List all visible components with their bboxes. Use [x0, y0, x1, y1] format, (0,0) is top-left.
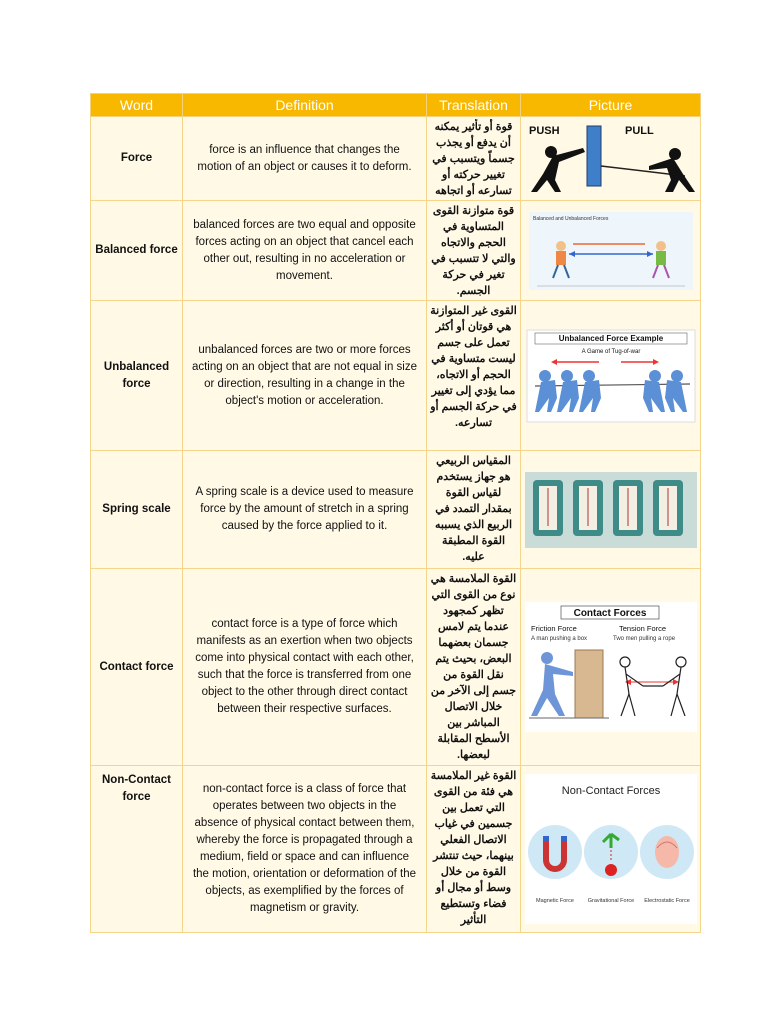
non-contact-forces-illustration	[525, 774, 697, 924]
translation-cell	[427, 451, 521, 569]
word-cell: Balanced force	[91, 201, 183, 301]
table-row	[91, 451, 701, 569]
electrostatic-force-label: Electrostatic Force	[643, 898, 690, 904]
definition-cell: force is an influence that changes the motion of an object or causes it to deform.	[183, 117, 427, 201]
tension-force-label: Tension Force	[618, 624, 666, 633]
pushing-person-icon	[531, 146, 585, 192]
balanced-picture-title: Balanced and Unbalanced Forces	[532, 215, 608, 222]
header-definition: Definition	[183, 94, 427, 117]
friction-force-label: Friction Force	[530, 624, 577, 633]
magnetic-force-label: Magnetic Force	[535, 898, 574, 904]
definition-cell: unbalanced forces are two or more forces acting on an object that are not equal in size or direction, resulting in a change in the object's motion or acceleration.	[183, 301, 427, 451]
gravitational-force-label: Gravitational Force	[587, 898, 634, 904]
header-translation: Translation	[427, 94, 521, 117]
translation-text: المقياس الربيعي هو جهاز يستخدم لقياس القوة بمقدار التمدد في الربيع الذي يسببه القوة المطبقة عليه.	[434, 455, 513, 563]
translation-cell	[427, 117, 521, 201]
translation-text: القوى غير المتوازنة هي قوتان أو أكثر تعمل على جسم ليست متساوية في الحجم أو الاتجاه، مما يؤدي إلى تغيير في حركة الجسم أو تسارعه.	[430, 305, 517, 429]
spring-scales-illustration	[525, 472, 697, 548]
table-row	[91, 766, 701, 933]
picture-cell	[521, 201, 701, 301]
translation-text: القوة الملامسة هي نوع من القوى التي تظهر كمجهود عندما يتم لامس جسمان بعضهما البعض، بحيث يتم نقل القوة من جسم إلى الآخر من خلال الاتصال المباشر بين الأسطح المقابلة لبعضها.	[430, 573, 517, 761]
contact-forces-illustration	[525, 602, 697, 732]
unbalanced-picture-title: Unbalanced Force Example	[558, 333, 663, 343]
picture-cell	[521, 569, 701, 766]
definition-cell: contact force is a type of force which manifests as an exertion when two objects come into physical contact with each other, such that the force is transferred from one object to the other through direct contact between their respective surfaces.	[183, 569, 427, 766]
contact-picture-title: Contact Forces	[573, 608, 646, 619]
translation-text: قوة أو تأثير يمكنه أن يدفع أو يجذب جسماً ويتسبب في تغيير حركته أو تسارعه أو اتجاهه	[432, 121, 515, 197]
push-label: PUSH	[528, 124, 560, 137]
word-cell: Spring scale	[91, 451, 183, 569]
non-contact-picture-title: Non-Contact Forces	[561, 785, 660, 797]
electrostatic-hand-icon	[655, 836, 679, 868]
definition-cell: non-contact force is a class of force that operates between two objects in the absence of physical contact between them, whereby the force is propagated through a medium, field or space and can influence the motion, orientation or deformation of the objects, as exemplified by the forces of magnetism or gravity.	[183, 766, 427, 933]
balanced-force-illustration	[525, 206, 697, 296]
picture-cell	[521, 451, 701, 569]
word-cell: Non-Contact force	[91, 766, 183, 933]
header-word: Word	[91, 94, 183, 117]
table-row	[91, 301, 701, 451]
translation-cell	[427, 201, 521, 301]
definition-cell: balanced forces are two equal and opposite forces acting on an object that cancel each other out, resulting in no acceleration or movement.	[183, 201, 427, 301]
table-row	[91, 117, 701, 201]
vocabulary-table	[90, 93, 701, 933]
word-cell: Contact force	[91, 569, 183, 766]
translation-cell	[427, 766, 521, 933]
push-pull-illustration	[525, 122, 697, 196]
translation-text: القوة غير الملامسة هي فئة من القوى التي تعمل بين جسمين في غياب الاتصال الفعلي بينهما، حيث تنتشر القوة من خلال وسط أو مجال أو فضاء وتستطيع التأثير	[430, 770, 517, 926]
header-row	[91, 94, 701, 117]
box-icon	[575, 650, 603, 718]
header-picture: Picture	[521, 94, 701, 117]
table-row	[91, 201, 701, 301]
definition-cell: A spring scale is a device used to measure force by the amount of stretch in a spring caused by the force applied to it.	[183, 451, 427, 569]
tension-caption: Two men pulling a rope	[612, 636, 675, 642]
translation-cell	[427, 569, 521, 766]
unbalanced-picture-subtitle: A Game of Tug-of-war	[581, 348, 640, 355]
friction-caption: A man pushing a box	[530, 636, 587, 642]
translation-text: قوة متوازنة القوى المتساوية في الحجم والاتجاه والتي لا تتسبب في تغير في حركة الجسم.	[431, 205, 516, 297]
word-cell: Unbalanced force	[91, 301, 183, 451]
word-cell: Force	[91, 117, 183, 201]
picture-cell	[521, 117, 701, 201]
pulling-person-icon	[649, 148, 695, 192]
picture-cell	[521, 766, 701, 933]
translation-cell	[427, 301, 521, 451]
table-row	[91, 569, 701, 766]
door-icon	[587, 126, 601, 186]
tug-of-war-illustration	[525, 328, 697, 424]
pull-label: PULL	[624, 124, 654, 137]
picture-cell	[521, 301, 701, 451]
